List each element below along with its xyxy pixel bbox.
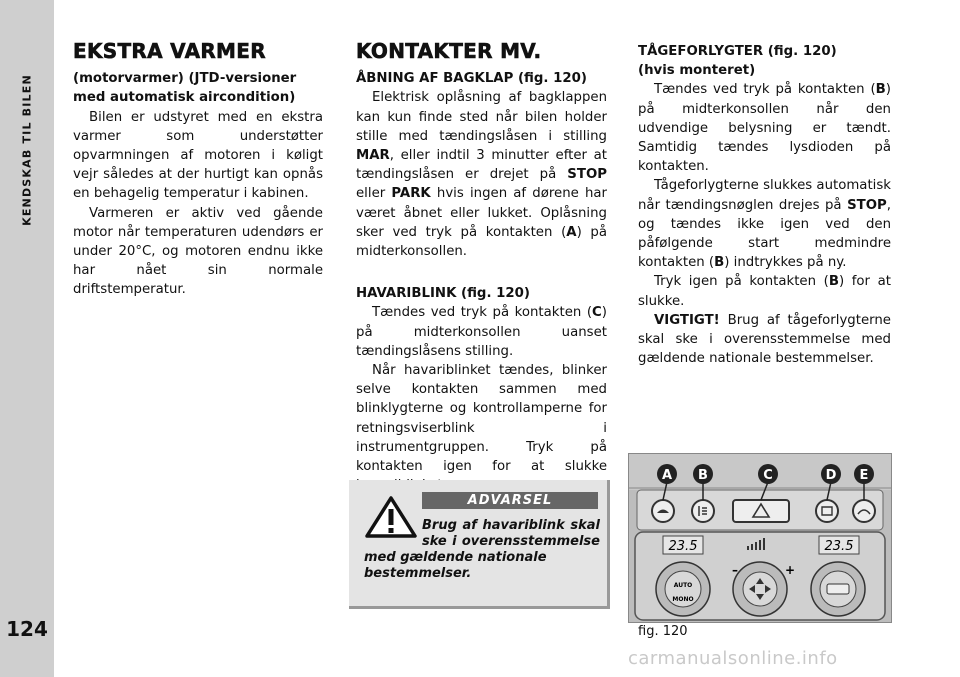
column-switches <box>356 39 607 495</box>
marker-c <box>758 464 778 484</box>
switch-tailgate[interactable] <box>652 500 674 522</box>
warning-text: Brug af havariblink skal ske i overensstemmelse med gældende nationale bestemmelser. <box>364 518 600 581</box>
section-label <box>0 0 54 400</box>
subheading-if-fitted: (hvis monteret) <box>638 63 756 79</box>
paragraph: Når havariblinket tændes, blinker selve kontakten sammen med blinklygterne og kontrollamperne for retningsviserblink i instrumentgruppen. Tryk på kontakten igen for at slukke <box>356 363 607 475</box>
subheading-engine-heater: (motorvarmer) (JTD-versioner med automatisk aircondition) <box>73 71 297 106</box>
marker-d <box>821 464 841 484</box>
temp-knob-right[interactable] <box>811 562 865 616</box>
figure-caption: fig. 120 <box>638 624 688 639</box>
section-title: KENDSKAB TIL BILEN <box>20 74 34 226</box>
marker-b <box>693 464 713 484</box>
paragraph: Tændes ved tryk på kontakten (C) på midterkonsollen uanset tændingslåsens stilling. <box>356 305 607 359</box>
heading-fog-lights: TÅGEFORLYGTER (fig. 120) <box>638 44 837 59</box>
paragraph: VIGTIGT! Brug af tågeforlygterne skal ske i overensstemmelse med gældende nationale bestemmelser. <box>638 312 891 367</box>
paragraph: Tændes ved tryk på kontakten (B) på midterkonsollen når den udvendige belysning er tændt. Samtidig tændes lysdioden på kontakten. <box>638 82 891 175</box>
switch-e[interactable] <box>853 500 875 522</box>
svg-text:B: B <box>698 468 708 483</box>
column-fog-lights <box>638 42 891 368</box>
svg-text:E: E <box>859 468 869 483</box>
svg-text:C: C <box>763 468 773 483</box>
paragraph: Tågeforlygterne slukkes automatisk når tændingsnøglen drejes på STOP, og tændes ikke igen ved den påfølgende start medmindre kontakten (B) indtrykkes på ny. <box>638 178 891 271</box>
switch-hazard[interactable] <box>733 500 789 522</box>
plus-label: + <box>785 563 796 577</box>
display-left: 23.5 <box>668 539 698 554</box>
minus-label: – <box>732 563 738 577</box>
column-extra-heater <box>73 39 323 300</box>
watermark: carmanualsonline.info <box>628 648 838 669</box>
page-number: 124 <box>6 617 48 641</box>
svg-text:MONO: MONO <box>672 596 694 603</box>
subheading-tailgate: ÅBNING AF BAGKLAP (fig. 120) <box>356 71 587 87</box>
marker-a <box>657 464 677 484</box>
paragraph: Tryk igen på kontakten (B) for at slukke. <box>638 274 891 309</box>
paragraph: Elektrisk oplåsning af bagklappen kan kun finde sted når bilen holder stille med tændingslåsen i stilling MAR, eller indtil 3 minutter efter at tændingslåsen er drejet på STOP eller PARK hvis ingen af dørene har været åbnet eller lukket. Oplåsning sker ved tryk på kontakten (A) på midterkonsollen. <box>356 90 607 260</box>
heading-extra-heater: EKSTRA VARMER <box>73 39 266 63</box>
fan-knob-center[interactable] <box>733 562 787 616</box>
center-console-illustration <box>629 454 891 622</box>
warning-box <box>349 480 610 609</box>
warning-title: ADVARSEL <box>422 492 598 509</box>
svg-text:AUTO: AUTO <box>673 582 693 589</box>
svg-text:A: A <box>661 468 673 483</box>
switch-fog-lights[interactable] <box>692 500 714 522</box>
paragraph: Bilen er udstyret med en ekstra varmer som understøtter opvarmningen af motoren i køligt vejr således at der hurtigt kan opnås en behagelig temperatur i kabinen. <box>73 109 323 202</box>
figure-center-console <box>628 453 892 623</box>
marker-e <box>854 464 874 484</box>
paragraph: Varmeren er aktiv ved gående motor når temperaturen udendørs er under 20°C, og motoren endnu ikke har nået sin normale driftstemperatur. <box>73 205 323 298</box>
heading-switches: KONTAKTER MV. <box>356 39 542 63</box>
temp-knob-left[interactable] <box>656 562 710 616</box>
svg-text:D: D <box>825 468 837 483</box>
subheading-hazard: HAVARIBLINK (fig. 120) <box>356 286 530 302</box>
switch-d[interactable] <box>816 500 838 522</box>
display-right: 23.5 <box>824 539 854 554</box>
